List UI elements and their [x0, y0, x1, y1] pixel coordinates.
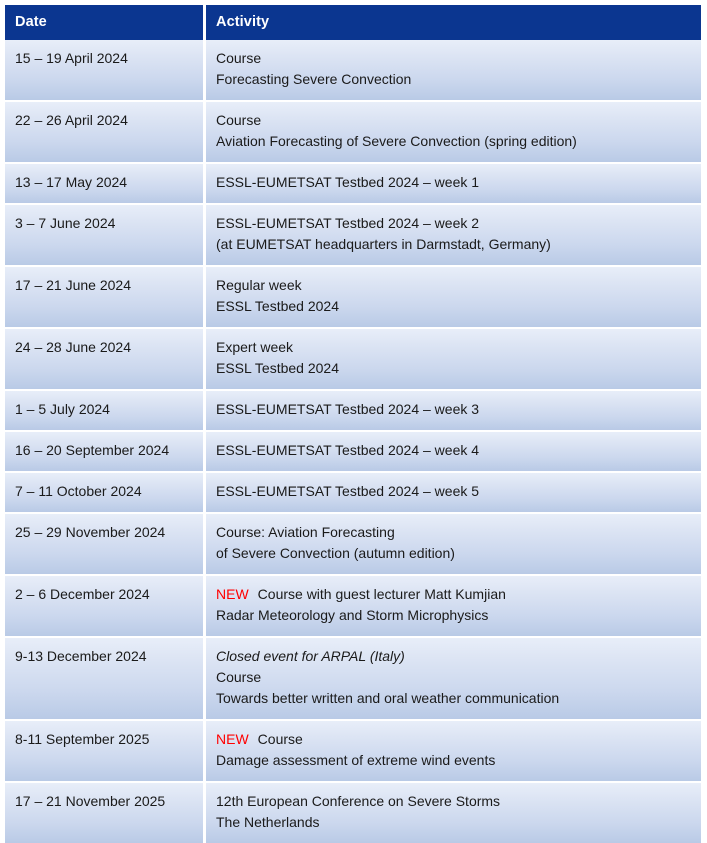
- table-row: [5, 432, 701, 473]
- cell-date: 13 – 17 May 2024: [5, 164, 206, 205]
- cell-activity: [206, 267, 701, 329]
- table-row: [5, 473, 701, 514]
- activity-line-text: Expert week: [216, 339, 294, 355]
- activity-line: [216, 791, 691, 812]
- activity-line-text: Towards better written and oral weather communication: [216, 690, 560, 706]
- activity-line: [216, 399, 691, 420]
- activity-line: [216, 296, 691, 317]
- table-row: [5, 102, 701, 164]
- cell-activity: [206, 432, 701, 473]
- activity-line-text: Closed event for ARPAL (Italy): [216, 648, 405, 664]
- column-header-activity: Activity: [206, 5, 701, 40]
- cell-activity: [206, 391, 701, 432]
- table-row: [5, 576, 701, 638]
- activity-line: [216, 110, 691, 131]
- cell-date: 1 – 5 July 2024: [5, 391, 206, 432]
- table-body: [5, 40, 701, 843]
- cell-activity: [206, 576, 701, 638]
- activity-line: [216, 131, 691, 152]
- activity-line-text: Course: [216, 669, 262, 685]
- activity-line-text: ESSL-EUMETSAT Testbed 2024 – week 1: [216, 174, 480, 190]
- table-row: [5, 514, 701, 576]
- activity-line-text: of Severe Convection (autumn edition): [216, 545, 455, 561]
- cell-date: 24 – 28 June 2024: [5, 329, 206, 391]
- cell-date: 3 – 7 June 2024: [5, 205, 206, 267]
- activity-line: [216, 172, 691, 193]
- activity-line: [216, 729, 691, 750]
- activity-line: [216, 440, 691, 461]
- cell-activity: [206, 164, 701, 205]
- activity-line-text: ESSL Testbed 2024: [216, 298, 339, 314]
- activity-line-text: Forecasting Severe Convection: [216, 71, 412, 87]
- cell-date: 8-11 September 2025: [5, 721, 206, 783]
- table-row: [5, 267, 701, 329]
- schedule-table: [5, 5, 701, 843]
- activity-line: [216, 812, 691, 833]
- cell-date: 16 – 20 September 2024: [5, 432, 206, 473]
- table-row: [5, 783, 701, 843]
- activity-line: [216, 667, 691, 688]
- activity-line-text: Radar Meteorology and Storm Microphysics: [216, 607, 489, 623]
- cell-date: 9-13 December 2024: [5, 638, 206, 721]
- activity-line-text: ESSL-EUMETSAT Testbed 2024 – week 2: [216, 215, 480, 231]
- cell-date: 2 – 6 December 2024: [5, 576, 206, 638]
- activity-line-text: Course: [257, 731, 303, 747]
- activity-line-text: ESSL-EUMETSAT Testbed 2024 – week 4: [216, 442, 480, 458]
- activity-line-text: Regular week: [216, 277, 302, 293]
- table-row: [5, 40, 701, 102]
- activity-line-text: Aviation Forecasting of Severe Convection (spring edition): [216, 133, 577, 149]
- activity-line: [216, 688, 691, 709]
- activity-line: [216, 750, 691, 771]
- activity-line-text: ESSL Testbed 2024: [216, 360, 339, 376]
- cell-date: 15 – 19 April 2024: [5, 40, 206, 102]
- activity-line: [216, 48, 691, 69]
- activity-line: [216, 358, 691, 379]
- table-row: [5, 164, 701, 205]
- activity-line-text: The Netherlands: [216, 814, 320, 830]
- activity-line: [216, 605, 691, 626]
- table-row: [5, 205, 701, 267]
- activity-line-text: (at EUMETSAT headquarters in Darmstadt, Germany): [216, 236, 551, 252]
- activity-line: [216, 646, 691, 667]
- activity-line: [216, 69, 691, 90]
- activity-line: [216, 481, 691, 502]
- table-row: [5, 638, 701, 721]
- activity-line-text: ESSL-EUMETSAT Testbed 2024 – week 5: [216, 483, 480, 499]
- table-row: [5, 329, 701, 391]
- column-header-date: Date: [5, 5, 206, 40]
- table-header: [5, 5, 701, 40]
- cell-activity: [206, 40, 701, 102]
- new-badge: NEW: [216, 731, 249, 747]
- activity-line: [216, 543, 691, 564]
- cell-activity: [206, 329, 701, 391]
- table-header-row: [5, 5, 701, 40]
- cell-date: 7 – 11 October 2024: [5, 473, 206, 514]
- activity-line-text: Course: [216, 50, 262, 66]
- cell-date: 25 – 29 November 2024: [5, 514, 206, 576]
- cell-date: 17 – 21 November 2025: [5, 783, 206, 843]
- new-badge: NEW: [216, 586, 249, 602]
- cell-date: 17 – 21 June 2024: [5, 267, 206, 329]
- activity-line: [216, 337, 691, 358]
- activity-line-text: Course: [216, 112, 262, 128]
- activity-line: [216, 234, 691, 255]
- activity-line-text: Damage assessment of extreme wind events: [216, 752, 496, 768]
- cell-activity: [206, 102, 701, 164]
- table-row: [5, 721, 701, 783]
- cell-activity: [206, 721, 701, 783]
- activity-line-text: 12th European Conference on Severe Storms: [216, 793, 501, 809]
- table-row: [5, 391, 701, 432]
- cell-date: 22 – 26 April 2024: [5, 102, 206, 164]
- activity-line-text: Course: Aviation Forecasting: [216, 524, 395, 540]
- activity-line: [216, 522, 691, 543]
- cell-activity: [206, 514, 701, 576]
- activity-line: [216, 275, 691, 296]
- cell-activity: [206, 783, 701, 843]
- activity-line-text: ESSL-EUMETSAT Testbed 2024 – week 3: [216, 401, 480, 417]
- cell-activity: [206, 473, 701, 514]
- cell-activity: [206, 205, 701, 267]
- activity-line: [216, 584, 691, 605]
- activity-line: [216, 213, 691, 234]
- cell-activity: [206, 638, 701, 721]
- activity-line-text: Course with guest lecturer Matt Kumjian: [257, 586, 506, 602]
